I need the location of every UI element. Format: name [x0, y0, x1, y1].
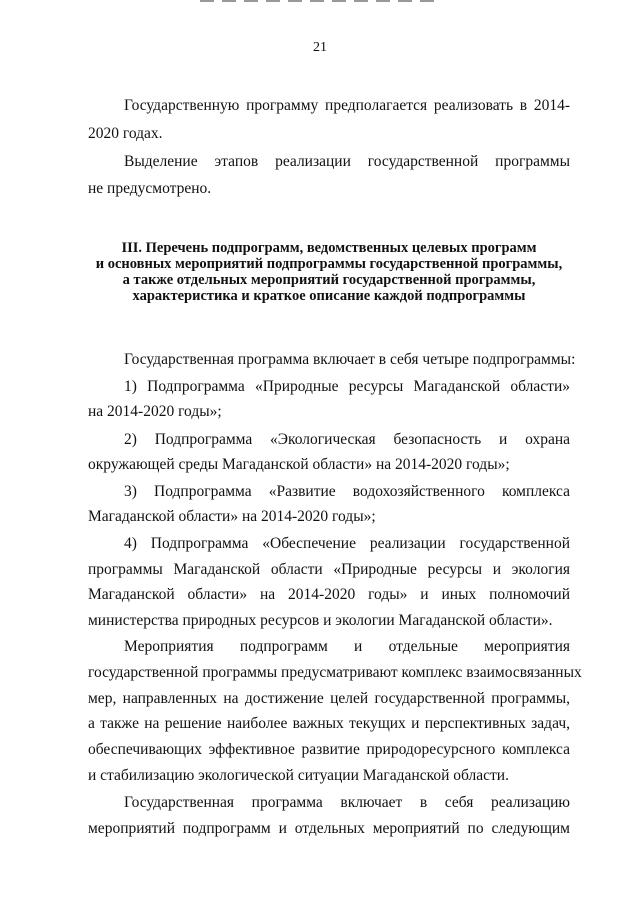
- list-item-line: окружающей среды Магаданской области» на 2014-2020 годы»;: [88, 456, 510, 473]
- list-item-line: Магаданской области» на 2014-2020 годы»;: [88, 508, 376, 525]
- list-item-line: программы Магаданской области «Природные ресурсы и экология: [88, 561, 570, 578]
- list-item-line: 2) Подпрограмма «Экологическая безопасность и охрана: [124, 431, 570, 448]
- section-heading-line: и основных мероприятий подпрограммы государственной программы,: [95, 256, 563, 272]
- paragraph-line: обеспечивающих эффективное развитие природоресурсного комплекса: [88, 741, 570, 758]
- list-item-line: на 2014-2020 годы»;: [88, 403, 222, 420]
- paragraph-line: и стабилизацию экологической ситуации Магаданской области.: [88, 767, 509, 784]
- list-item-line: 3) Подпрограмма «Развитие водохозяйственного комплекса: [124, 483, 570, 500]
- paragraph-line: Государственная программа включает в себя реализацию: [124, 794, 570, 811]
- section-heading-line: а также отдельных мероприятий государственной программы,: [122, 272, 536, 288]
- paragraph-line: 2020 годах.: [88, 125, 163, 142]
- page-number: 21: [313, 40, 327, 55]
- paragraph-line: мер, направленных на достижение целей государственной программы,: [88, 690, 570, 707]
- list-item-line: 1) Подпрограмма «Природные ресурсы Магаданской области»: [124, 378, 570, 395]
- scan-edge-line: [200, 0, 440, 2]
- section-heading-line: характеристика и краткое описание каждой подпрограммы: [132, 288, 526, 304]
- paragraph-line: мероприятий подпрограмм и отдельных мероприятий по следующим: [88, 820, 570, 837]
- section-heading-line: III. Перечень подпрограмм, ведомственных целевых программ: [121, 240, 537, 256]
- list-item-line: Магаданской области» на 2014-2020 годы» и иных полномочий: [88, 586, 570, 603]
- paragraph-line: Государственная программа включает в себя четыре подпрограммы:: [124, 351, 576, 368]
- list-item-line: министерства природных ресурсов и экологии Магаданской области».: [88, 612, 553, 629]
- paragraph-line: не предусмотрено.: [88, 180, 212, 197]
- paragraph-line: государственной программы предусматривают комплекс взаимосвязанных: [88, 664, 582, 681]
- paragraph-line: Выделение этапов реализации государственной программы: [124, 153, 570, 170]
- list-item-line: 4) Подпрограмма «Обеспечение реализации государственной: [124, 535, 570, 552]
- paragraph-line: Мероприятия подпрограмм и отдельные мероприятия: [124, 638, 570, 655]
- paragraph-line: Государственную программу предполагается реализовать в 2014-: [124, 97, 570, 114]
- paragraph-line: а также на решение наиболее важных текущих и перспективных задач,: [88, 715, 570, 732]
